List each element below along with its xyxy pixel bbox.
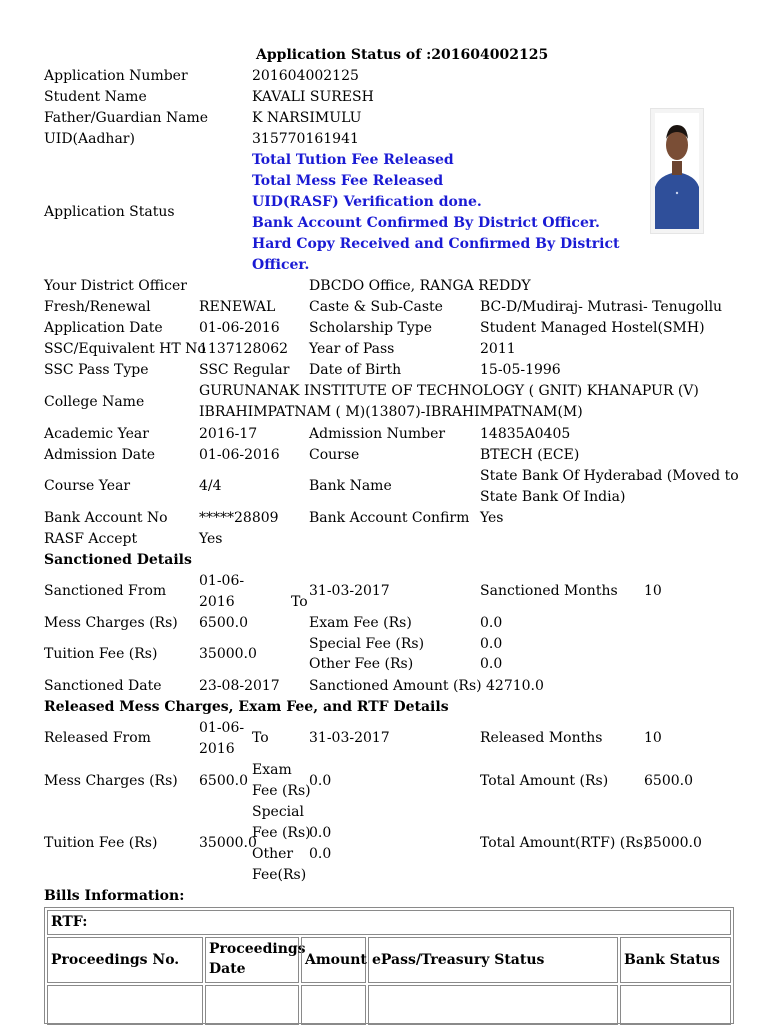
sanctioned-other-value: 0.0: [480, 656, 503, 672]
sanctioned-exam-value: 0.0: [480, 615, 503, 631]
course-year-value: 4/4: [199, 478, 222, 494]
year-of-pass-value: 2011: [480, 341, 516, 357]
sanctioned-from-value: 2016: [199, 594, 235, 610]
status-line: Hard Copy Received and Confirmed By District: [252, 236, 620, 252]
bank-account-value: *****28809: [199, 510, 279, 526]
admission-number-value: 14835A0405: [480, 426, 571, 442]
released-from-value: 01-06-: [199, 720, 245, 736]
sanctioned-mess-label: Mess Charges (Rs): [44, 615, 178, 631]
released-exam-value: 0.0: [309, 773, 332, 789]
table-row: [620, 985, 731, 1025]
sanctioned-from-label: Sanctioned From: [44, 583, 167, 599]
status-line: Total Mess Fee Released: [252, 173, 444, 189]
sanctioned-from-value: 01-06-: [199, 573, 245, 589]
college-name-value: IBRAHIMPATNAM ( M)(13807)-IBRAHIMPATNAM(M): [199, 404, 583, 420]
released-to-value: 31-03-2017: [309, 730, 390, 746]
released-other-label: Other: [252, 846, 294, 862]
student-photo-image: [651, 109, 703, 233]
year-of-pass-label: Year of Pass: [309, 341, 395, 357]
sanctioned-tuition-value: 35000.0: [199, 646, 257, 662]
released-from-label: Released From: [44, 730, 151, 746]
page-title: Application Status of :201604002125: [256, 47, 549, 63]
sanctioned-mess-value: 6500.0: [199, 615, 248, 631]
caste-label: Caste & Sub-Caste: [309, 299, 443, 315]
sanctioned-date-label: Sanctioned Date: [44, 678, 162, 694]
released-tuition-value: 35000.0: [199, 835, 257, 851]
sanctioned-heading: Sanctioned Details: [44, 552, 192, 568]
released-tuition-label: Tuition Fee (Rs): [44, 835, 158, 851]
father-name-label: Father/Guardian Name: [44, 110, 209, 126]
released-months-value: 10: [644, 730, 662, 746]
fresh-renewal-label: Fresh/Renewal: [44, 299, 151, 315]
status-line: Officer.: [252, 257, 310, 273]
released-total-label: Total Amount (Rs): [480, 773, 609, 789]
released-other-value: 0.0: [309, 846, 332, 862]
header-proceedings-date: [205, 937, 306, 983]
district-officer-label: Your District Officer: [44, 278, 187, 294]
student-name-value: KAVALI SURESH: [252, 89, 374, 105]
course-value: BTECH (ECE): [480, 447, 580, 463]
student-photo: [650, 108, 704, 234]
father-name-value: K NARSIMULU: [252, 110, 362, 126]
district-officer-value: DBCDO Office, RANGA REDDY: [309, 278, 531, 294]
application-number-label: Application Number: [44, 68, 188, 84]
released-special-label: Fee (Rs): [252, 825, 311, 841]
column-header-label: Proceedings: [209, 941, 306, 957]
rasf-accept-label: RASF Accept: [44, 531, 138, 547]
bank-name-value: State Bank Of India): [480, 489, 626, 505]
released-heading: Released Mess Charges, Exam Fee, and RTF Details: [44, 699, 449, 715]
header-amount: [301, 937, 366, 983]
bank-confirm-value: Yes: [480, 510, 504, 526]
admission-date-value: 01-06-2016: [199, 447, 280, 463]
ssc-pass-type-label: SSC Pass Type: [44, 362, 149, 378]
sanctioned-other-label: Other Fee (Rs): [309, 656, 414, 672]
sanctioned-to-label: To: [291, 594, 308, 610]
column-header-label: Proceedings No.: [51, 952, 180, 968]
course-year-label: Course Year: [44, 478, 131, 494]
admission-number-label: Admission Number: [309, 426, 446, 442]
released-from-value: 2016: [199, 741, 235, 757]
scholarship-type-label: Scholarship Type: [309, 320, 432, 336]
sanctioned-special-value: 0.0: [480, 636, 503, 652]
bank-confirm-label: Bank Account Confirm: [309, 510, 470, 526]
sanctioned-date-value: 23-08-2017: [199, 678, 280, 694]
academic-year-label: Academic Year: [44, 426, 149, 442]
uid-value: 315770161941: [252, 131, 359, 147]
bills-heading: Bills Information:: [44, 888, 185, 904]
status-line: Total Tution Fee Released: [252, 152, 454, 168]
sanctioned-amount-label: Sanctioned Amount (Rs): [309, 678, 482, 694]
table-row: [368, 985, 618, 1025]
table-row: [205, 985, 299, 1025]
sanctioned-months-label: Sanctioned Months: [480, 583, 618, 599]
status-line: Bank Account Confirmed By District Officer.: [252, 215, 600, 231]
rtf-caption: [47, 910, 731, 935]
scholarship-type-value: Student Managed Hostel(SMH): [480, 320, 705, 336]
released-special-label: Special: [252, 804, 304, 820]
released-total-value: 6500.0: [644, 773, 693, 789]
uid-label: UID(Aadhar): [44, 131, 135, 147]
application-status-label: Application Status: [44, 204, 175, 220]
sanctioned-months-value: 10: [644, 583, 662, 599]
released-total-rtf-value: 35000.0: [644, 835, 702, 851]
sanctioned-tuition-label: Tuition Fee (Rs): [44, 646, 158, 662]
released-mess-label: Mess Charges (Rs): [44, 773, 178, 789]
column-header-label: Bank Status: [624, 952, 720, 968]
ssc-ht-value: 1137128062: [199, 341, 289, 357]
bank-name-label: Bank Name: [309, 478, 392, 494]
bank-account-label: Bank Account No: [44, 510, 168, 526]
table-row: [47, 985, 203, 1025]
header-bank-status: [620, 937, 731, 983]
academic-year-value: 2016-17: [199, 426, 258, 442]
released-exam-label: Fee (Rs): [252, 783, 311, 799]
sanctioned-special-label: Special Fee (Rs): [309, 636, 425, 652]
application-number-value: 201604002125: [252, 68, 359, 84]
column-header-label: Date: [209, 961, 246, 977]
released-total-rtf-label: Total Amount(RTF) (Rs): [480, 835, 649, 851]
released-months-label: Released Months: [480, 730, 603, 746]
admission-date-label: Admission Date: [44, 447, 156, 463]
released-mess-value: 6500.0: [199, 773, 248, 789]
released-exam-label: Exam: [252, 762, 292, 778]
college-name-value: GURUNANAK INSTITUTE OF TECHNOLOGY ( GNIT) KHANAPUR (V): [199, 383, 699, 399]
header-proceedings-no: [47, 937, 203, 983]
released-special-value: 0.0: [309, 825, 332, 841]
sanctioned-to-value: 31-03-2017: [309, 583, 390, 599]
sanctioned-amount-value: 42710.0: [486, 678, 544, 694]
caste-value: BC-D/Mudiraj- Mutrasi- Tenugollu: [480, 299, 723, 315]
column-header-label: Amount: [305, 952, 367, 968]
date-of-birth-label: Date of Birth: [309, 362, 402, 378]
released-other-label: Fee(Rs): [252, 867, 307, 883]
released-to-label: To: [252, 730, 269, 746]
rtf-caption-label: RTF:: [51, 914, 88, 930]
bills-table: [44, 907, 734, 1024]
fresh-renewal-value: RENEWAL: [199, 299, 276, 315]
status-line: UID(RASF) Verification done.: [252, 194, 482, 210]
date-of-birth-value: 15-05-1996: [480, 362, 561, 378]
application-date-value: 01-06-2016: [199, 320, 280, 336]
ssc-pass-type-value: SSC Regular: [199, 362, 290, 378]
bank-name-value: State Bank Of Hyderabad (Moved to: [480, 468, 739, 484]
college-name-label: College Name: [44, 394, 145, 410]
header-epass-status: [368, 937, 618, 983]
column-header-label: ePass/Treasury Status: [372, 952, 545, 968]
table-row: [301, 985, 366, 1025]
sanctioned-exam-label: Exam Fee (Rs): [309, 615, 412, 631]
ssc-ht-label: SSC/Equivalent HT No: [44, 341, 206, 357]
rasf-accept-value: Yes: [199, 531, 223, 547]
course-label: Course: [309, 447, 360, 463]
student-name-label: Student Name: [44, 89, 147, 105]
application-date-label: Application Date: [44, 320, 163, 336]
